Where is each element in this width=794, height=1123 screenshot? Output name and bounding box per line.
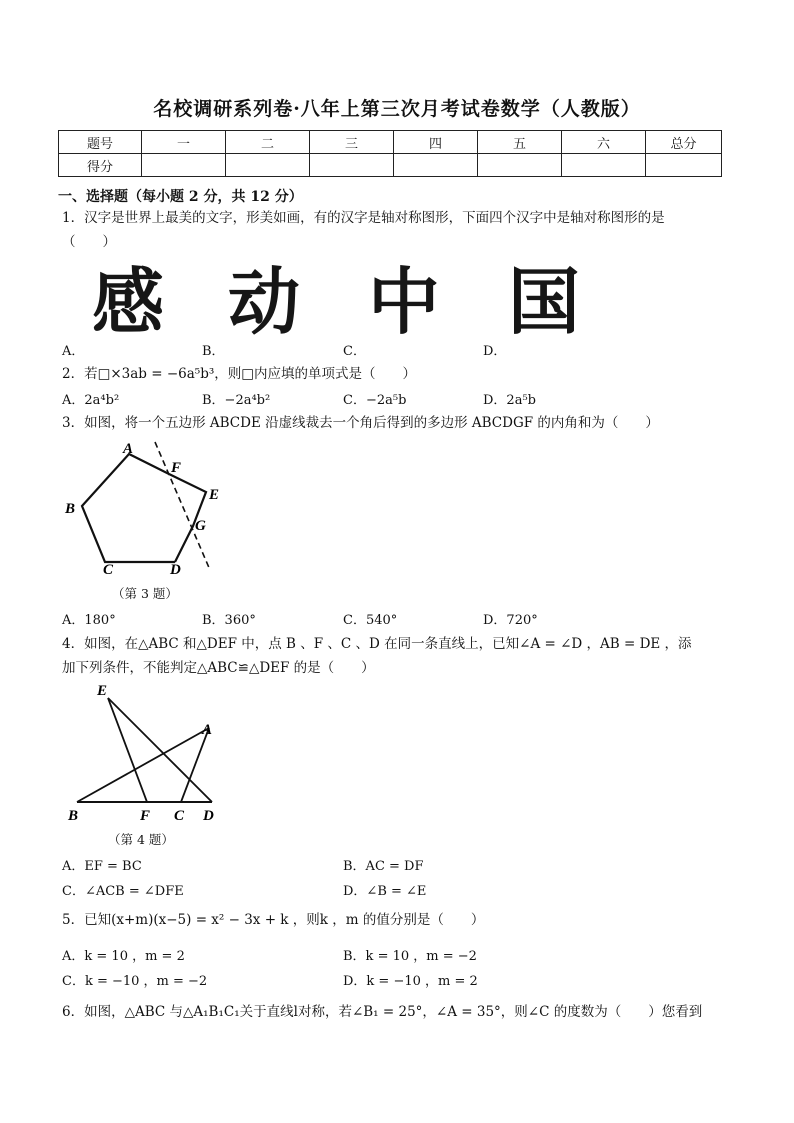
table-cell [310,154,394,177]
pentagon-edges [82,454,175,562]
question-5: 5．已知(x+m)(x−5) = x² − 3x + k ，则k ，m 的值分别是（ ） [62,912,485,928]
vertex-label-g: G [195,518,206,534]
q2-option-b: B．−2a⁴b² [202,393,271,408]
section-heading: 一、选择题（每小题 2 分，共 12 分） [58,189,303,205]
figure-4-caption: （第 4 题） [108,832,174,847]
point-label-b: B [68,808,79,824]
q1-option-b: B． [202,344,225,359]
q3-option-b: B．360° [202,613,256,628]
q2-option-c: C．−2a⁵b [343,393,407,408]
table-cell: 五 [478,131,562,154]
vertex-label-b: B [65,501,76,517]
table-cell: 得分 [59,154,142,177]
question-1-line2: （ ） [62,234,116,250]
q2-option-d: D．2a⁵b [483,393,536,408]
q5-option-d: D．k = −10 ，m = 2 [343,974,478,989]
q3-option-d: D．720° [483,613,538,628]
vertex-label-a: A [123,441,134,457]
table-cell: 四 [394,131,478,154]
question-4-line2: 加下列条件，不能判定△ABC≌△DEF 的是（ ） [62,660,375,676]
question-4-line1: 4．如图，在△ABC 和△DEF 中，点 B 、F 、C 、D 在同一条直线上，已知∠A = ∠D ，AB = DE ，添 [62,636,692,652]
char-image-gan: 感 [92,260,165,344]
q2-option-a: A．2a⁴b² [62,393,120,408]
vertex-label-c: C [103,562,114,576]
point-label-f: F [140,808,151,824]
triangles-figure [60,680,230,826]
q5-option-c: C．k = −10 ，m = −2 [62,974,208,989]
segment-ac [181,728,209,802]
q4-option-b: B．AC = DF [343,859,424,874]
pentagon-figure [60,436,230,576]
question-2: 2．若□×3ab = −6a⁵b³，则□内应填的单项式是（ ） [62,366,416,382]
table-cell: 题号 [59,131,142,154]
question-1-line1: 1．汉字是世界上最美的文字，形美如画，有的汉字是轴对称图形，下面四个汉字中是轴对称图形的是 [62,210,665,226]
table-cell [562,154,646,177]
table-cell [226,154,310,177]
table-cell: 总分 [646,131,722,154]
figure-3-caption: （第 3 题） [112,586,178,601]
point-label-a: A [202,722,213,738]
page-title: 名校调研系列卷·八年上第三次月考试卷数学（人教版） [153,98,641,120]
q3-option-a: A．180° [62,613,116,628]
q1-option-d: D． [483,344,507,359]
table-row [59,131,722,154]
q3-option-c: C．540° [343,613,398,628]
char-image-guo: 国 [508,260,581,344]
vertex-label-f: F [171,460,182,476]
q1-option-a: A． [62,344,85,359]
q4-option-d: D．∠B = ∠E [343,884,427,899]
char-image-dong: 动 [228,260,301,344]
table-cell: 一 [142,131,226,154]
score-table [58,130,722,177]
table-cell: 三 [310,131,394,154]
q5-option-a: A．k = 10 ，m = 2 [62,949,185,964]
q5-option-b: B．k = 10 ，m = −2 [343,949,477,964]
vertex-label-d: D [170,562,181,576]
table-cell [394,154,478,177]
segment-ef [108,698,147,802]
table-row [59,154,722,177]
table-cell: 六 [562,131,646,154]
question-3: 3．如图，将一个五边形 ABCDE 沿虚线裁去一个角后得到的多边形 ABCDGF 的内角和为（ ） [62,415,659,431]
table-cell [478,154,562,177]
q1-option-c: C． [343,344,366,359]
vertex-label-e: E [209,487,220,503]
char-image-zhong: 中 [368,260,441,344]
table-cell [142,154,226,177]
point-label-c: C [174,808,185,824]
question-6: 6．如图，△ABC 与△A₁B₁C₁关于直线l对称，若∠B₁ = 25°，∠A = 35°，则∠C 的度数为（ ）您看到 [62,1004,703,1020]
point-label-d: D [203,808,214,824]
segment-ed [108,698,212,802]
point-label-e: E [97,683,108,699]
q4-option-c: C．∠ACB = ∠DFE [62,884,184,899]
table-cell [646,154,722,177]
q4-option-a: A．EF = BC [62,859,142,874]
table-cell: 二 [226,131,310,154]
